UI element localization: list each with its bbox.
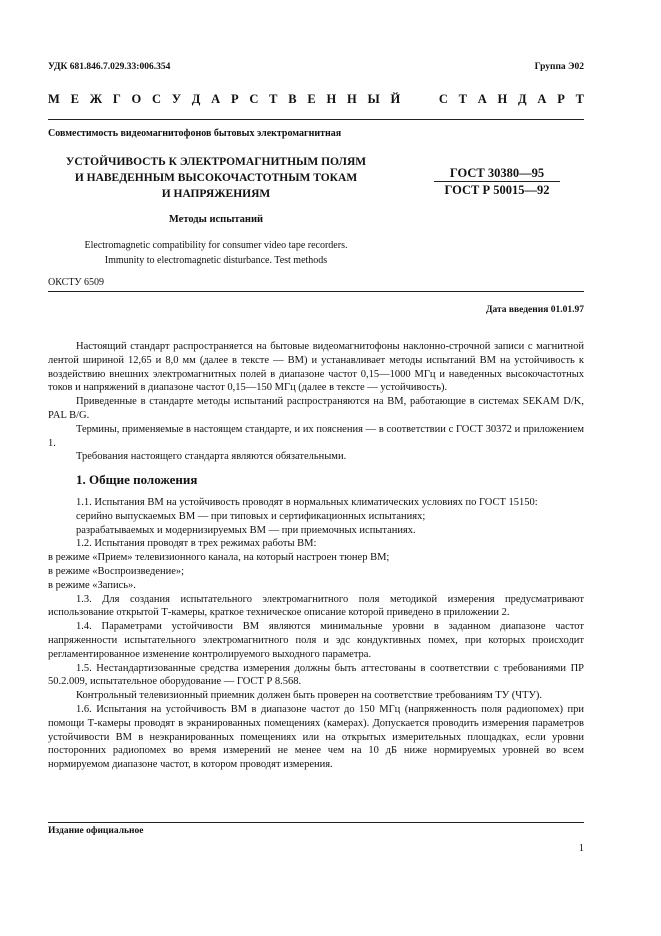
interstate-letter: А [537,92,547,106]
methods-subtitle: Методы испытаний [168,214,264,225]
interstate-letter: Д [191,92,201,106]
introduction-date: Дата введения 01.01.97 [485,305,584,315]
interstate-letter: М [48,92,60,106]
clause: 1.6. Испытания на устойчивость ВМ в диапазоне частот до 150 МГц (напряженность поля радиопомех) при помощи Т-камеры проводят в экранированных помещениях (камерах). Допускается проводить измерения параметров устойчивости ВМ в неэкранированных помещениях или на открытых измерительных площадках, если уровни посторонних радиопомех во время измерений не менее чем на 10 дБ ниже нормируемых уровней во всем нормируемом диапазоне частот, в котором проводят измерения. [48,703,584,771]
interstate-letter: Т [458,92,467,106]
interstate-letter: У [171,92,182,106]
body-text [48,340,584,772]
interstate-letter: Г [112,92,121,106]
clause: 1.5. Нестандартизованные средства измерения должны быть аттестованы в соответствии с требованиями ПР 50.2.009, испытательное оборудование — ГОСТ Р 8.568. [48,662,584,688]
interstate-letter: Т [269,92,278,106]
edition-note: Издание официальное [48,826,144,836]
interstate-letter: А [477,92,487,106]
paragraph: Приведенные в стандарте методы испытаний распространяются на ВМ, работающие в системах SEKAM D/K, PAL B/G. [48,396,584,421]
interstate-letter: Е [70,92,79,106]
subject-line: Совместимость видеомагнитофонов бытовых электромагнитная [48,128,342,139]
paragraph: Требования настоящего стандарта являются обязательными. [76,451,347,463]
group-code: Группа Э02 [534,62,584,72]
oksty-rule [48,291,584,292]
interstate-letter: С [152,92,162,106]
gost-designation [432,165,562,198]
clause: 1.3. Для создания испытательного электромагнитного поля методикой измерения предусматривают использование открытой Т-камеры, краткое техническое описание которой приведено в приложении 2. [48,593,584,619]
section-heading: 1. Общие положения [76,472,198,488]
clause: 1.1. Испытания ВМ на устойчивость проводят в нормальных климатических условиях по ГОСТ 15150: [76,496,538,508]
interstate-letter: Т [575,92,584,106]
title-line-1: УСТОЙЧИВОСТЬ К ЭЛЕКТРОМАГНИТНЫМ ПОЛЯМ [65,156,367,168]
interstate-letter: Ы [367,92,380,106]
interstate-letter: Е [307,92,316,106]
top-rule [48,119,584,120]
interstate-standard-heading [48,92,584,107]
interstate-letter: С [438,92,448,106]
page-number: 1 [578,843,584,854]
interstate-letter [425,92,428,107]
clause-item: серийно выпускаемых ВМ — при типовых и сертификационных испытаниях; [76,510,426,522]
english-title-line-2: Immunity to electromagnetic disturbance. Test methods [104,255,328,266]
interstate-letter: Д [518,92,527,106]
interstate-letter: В [288,92,297,106]
interstate-letter: Р [557,92,565,106]
title-line-3: И НАПРЯЖЕНИЯМ [161,188,271,200]
clause-item: в режиме «Запись». [48,579,136,591]
footer-rule [48,822,584,823]
interstate-letter: Ж [89,92,103,106]
english-title [48,238,384,268]
clause: 1.4. Параметрами устойчивости ВМ являются минимальные уровни в заданном диапазоне частот напряженности испытательного электромагнитного поля и эдс кондуктивных помех, при которых происходит регламентированное изменение контролируемого выходного параметра. [48,621,584,660]
interstate-letter: Н [326,92,337,106]
gost-line-1: ГОСТ 30380—95 [449,166,545,180]
interstate-letter: Р [230,92,239,106]
interstate-letter: А [211,92,221,106]
clause-item: разрабатываемых и модернизируемых ВМ — при приемочных испытаниях. [76,524,416,536]
document-title [48,154,384,202]
paragraph: Термины, применяемые в настоящем стандарте, и их пояснения — в соответствии с ГОСТ 30372 и приложением 1. [48,423,584,449]
interstate-letter: О [131,92,142,106]
interstate-letter: Н [497,92,508,106]
udk-code: УДК 681.846.7.029.33:006.354 [48,62,171,72]
clause-item: в режиме «Прием» телевизионного канала, на который настроен тюнер ВМ; [48,552,390,564]
interstate-letter: С [249,92,259,106]
interstate-letter: Й [390,92,401,106]
interstate-letter: Н [347,92,357,106]
english-title-line-1: Electromagnetic compatibility for consumer video tape recorders. [84,240,348,251]
clause: 1.2. Испытания проводят в трех режимах работы ВМ: [76,538,317,550]
clause: Контрольный телевизионный приемник должен быть проверен на соответствие требованиям ТУ (ЧТУ). [76,690,543,702]
clause-item: в режиме «Воспроизведение»; [48,565,185,577]
paragraph: Настоящий стандарт распространяется на бытовые видеомагнитофоны наклонно-строчной записи с магнитной лентой шириной 12,65 и 8,0 мм (далее в тексте — ВМ) и устанавливает методы испытаний ВМ на устойчивость к воздействию внешних электромагнитных полей в диапазоне частот 0,15—1000 МГц и наведенных высокочастотных токов и напряжений в диапазоне частот 0,15—150 МГц (далее в тексте — устойчивость). [48,341,584,394]
interstate-letter [411,92,414,107]
oksty-code: ОКСТУ 6509 [48,277,105,288]
title-line-2: И НАВЕДЕННЫМ ВЫСОКОЧАСТОТНЫМ ТОКАМ [74,172,358,184]
gost-line-2: ГОСТ Р 50015—92 [444,183,550,197]
